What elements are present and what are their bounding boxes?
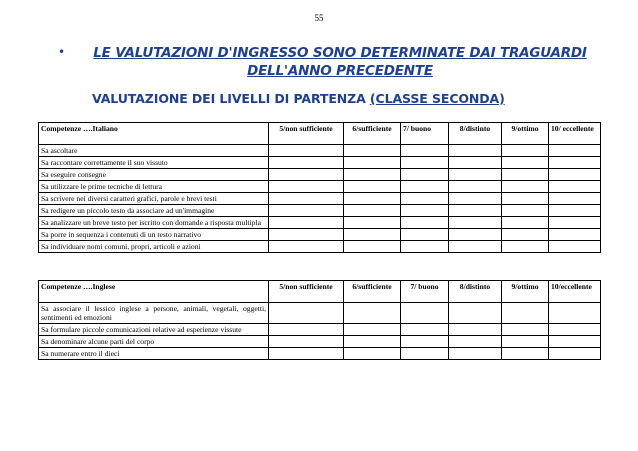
grade-cell[interactable]: [549, 217, 601, 229]
italiano-header-6: 6/sufficiente: [344, 123, 401, 145]
table-row: [39, 348, 601, 360]
inglese-header-9: 9/ottimo: [502, 281, 549, 303]
grade-cell[interactable]: [502, 205, 549, 217]
grade-cell[interactable]: [549, 324, 601, 336]
grade-cell[interactable]: [344, 145, 401, 157]
grade-cell[interactable]: [344, 205, 401, 217]
grade-cell[interactable]: [269, 217, 344, 229]
grade-cell[interactable]: [344, 193, 401, 205]
inglese-header-row: [39, 281, 601, 303]
grade-cell[interactable]: [401, 241, 449, 253]
grade-cell[interactable]: [401, 157, 449, 169]
competenza-cell: Sa analizzare un breve testo per iscritto con domande a risposta multipla: [39, 217, 269, 229]
inglese-header-competenze: Competenze ….Inglese: [39, 281, 269, 303]
grade-cell[interactable]: [401, 348, 449, 360]
competenza-cell: Sa porre in sequenza i contenuti di un testo narrativo: [39, 229, 269, 241]
grade-cell[interactable]: [502, 241, 549, 253]
grade-cell[interactable]: [344, 181, 401, 193]
grade-cell[interactable]: [269, 348, 344, 360]
competenza-cell: Sa redigere un piccolo testo da associare ad un'immagine: [39, 205, 269, 217]
grade-cell[interactable]: [502, 303, 549, 324]
grade-cell[interactable]: [449, 241, 502, 253]
grade-cell[interactable]: [344, 348, 401, 360]
grade-cell[interactable]: [401, 324, 449, 336]
competenza-cell: Sa numerare entro il dieci: [39, 348, 269, 360]
sub-heading: [92, 91, 505, 106]
grade-cell[interactable]: [549, 157, 601, 169]
grade-cell[interactable]: [401, 229, 449, 241]
italiano-header-5: 5/non sufficiente: [269, 123, 344, 145]
grade-cell[interactable]: [269, 193, 344, 205]
italiano-table: [38, 122, 601, 253]
grade-cell[interactable]: [449, 336, 502, 348]
italiano-header-competenze: Competenze ….Italiano: [39, 123, 269, 145]
grade-cell[interactable]: [344, 303, 401, 324]
grade-cell[interactable]: [502, 229, 549, 241]
grade-cell[interactable]: [549, 241, 601, 253]
table-row: [39, 241, 601, 253]
table-row: [39, 157, 601, 169]
table-row: [39, 181, 601, 193]
grade-cell[interactable]: [549, 193, 601, 205]
table-row: [39, 336, 601, 348]
table-row: [39, 193, 601, 205]
grade-cell[interactable]: [401, 193, 449, 205]
grade-cell[interactable]: [269, 157, 344, 169]
italiano-header-row: [39, 123, 601, 145]
grade-cell[interactable]: [401, 336, 449, 348]
grade-cell[interactable]: [449, 205, 502, 217]
page-number: 55: [314, 13, 324, 23]
grade-cell[interactable]: [344, 229, 401, 241]
grade-cell[interactable]: [449, 157, 502, 169]
italiano-header-10: 10/ eccellente: [549, 123, 601, 145]
grade-cell[interactable]: [449, 348, 502, 360]
grade-cell[interactable]: [449, 229, 502, 241]
grade-cell[interactable]: [269, 324, 344, 336]
table-row: [39, 229, 601, 241]
competenza-cell: Sa utilizzare le prime tecniche di lettura: [39, 181, 269, 193]
inglese-header-6: 6/sufficiente: [344, 281, 401, 303]
table-row: [39, 303, 601, 324]
grade-cell[interactable]: [401, 145, 449, 157]
main-heading: LE VALUTAZIONI D'INGRESSO SONO DETERMINATE DAI TRAGUARDI DELL'ANNO PRECEDENTE: [93, 45, 587, 79]
sub-heading-class: (CLASSE SECONDA): [369, 91, 505, 106]
competenza-cell: Sa ascoltare: [39, 145, 269, 157]
grade-cell[interactable]: [344, 336, 401, 348]
grade-cell[interactable]: [269, 181, 344, 193]
grade-cell[interactable]: [549, 336, 601, 348]
inglese-table: [38, 280, 601, 360]
grade-cell[interactable]: [401, 205, 449, 217]
grade-cell[interactable]: [344, 217, 401, 229]
table-row: [39, 169, 601, 181]
competenza-cell: Sa eseguire consegne: [39, 169, 269, 181]
grade-cell[interactable]: [502, 217, 549, 229]
inglese-header-8: 8/distinto: [449, 281, 502, 303]
grade-cell[interactable]: [502, 193, 549, 205]
competenza-cell: Sa individuare nomi comuni, propri, articoli e azioni: [39, 241, 269, 253]
bullet-icon: •: [58, 45, 66, 59]
italiano-header-8: 8/distinto: [449, 123, 502, 145]
competenza-cell: Sa scrivere nei diversi caratteri grafici, parole e brevi testi: [39, 193, 269, 205]
grade-cell[interactable]: [549, 181, 601, 193]
grade-cell[interactable]: [502, 336, 549, 348]
table-row: [39, 145, 601, 157]
grade-cell[interactable]: [344, 169, 401, 181]
grade-cell[interactable]: [549, 348, 601, 360]
italiano-header-9: 9/ottimo: [502, 123, 549, 145]
grade-cell[interactable]: [549, 169, 601, 181]
grade-cell[interactable]: [549, 229, 601, 241]
table-row: [39, 217, 601, 229]
grade-cell[interactable]: [549, 303, 601, 324]
grade-cell[interactable]: [549, 145, 601, 157]
competenza-cell: Sa formulare piccole comunicazioni relative ad esperienze vissute: [39, 324, 269, 336]
grade-cell[interactable]: [269, 229, 344, 241]
grade-cell[interactable]: [502, 324, 549, 336]
grade-cell[interactable]: [344, 241, 401, 253]
grade-cell[interactable]: [502, 348, 549, 360]
grade-cell[interactable]: [344, 157, 401, 169]
inglese-header-5: 5/non sufficiente: [269, 281, 344, 303]
grade-cell[interactable]: [502, 169, 549, 181]
grade-cell[interactable]: [401, 217, 449, 229]
grade-cell[interactable]: [401, 169, 449, 181]
grade-cell[interactable]: [449, 145, 502, 157]
table-row: [39, 205, 601, 217]
grade-cell[interactable]: [502, 145, 549, 157]
sub-heading-text: VALUTAZIONE DEI LIVELLI DI PARTENZA: [92, 91, 370, 106]
competenza-cell: Sa denominare alcune parti del corpo: [39, 336, 269, 348]
grade-cell[interactable]: [449, 303, 502, 324]
grade-cell[interactable]: [449, 169, 502, 181]
grade-cell[interactable]: [269, 336, 344, 348]
grade-cell[interactable]: [502, 181, 549, 193]
grade-cell[interactable]: [401, 303, 449, 324]
grade-cell[interactable]: [269, 169, 344, 181]
table-row: [39, 324, 601, 336]
grade-cell[interactable]: [449, 324, 502, 336]
inglese-header-10: 10/eccellente: [549, 281, 601, 303]
competenza-cell: Sa associare il lessico inglese a persone, animali, vegetali, oggetti, sentimenti ed emozioni: [39, 303, 269, 324]
grade-cell[interactable]: [269, 145, 344, 157]
grade-cell[interactable]: [269, 241, 344, 253]
grade-cell[interactable]: [449, 217, 502, 229]
grade-cell[interactable]: [269, 303, 344, 324]
italiano-header-7: 7/ buono: [401, 123, 449, 145]
grade-cell[interactable]: [269, 205, 344, 217]
grade-cell[interactable]: [344, 324, 401, 336]
grade-cell[interactable]: [401, 181, 449, 193]
grade-cell[interactable]: [449, 193, 502, 205]
grade-cell[interactable]: [549, 205, 601, 217]
inglese-header-7: 7/ buono: [401, 281, 449, 303]
grade-cell[interactable]: [502, 157, 549, 169]
competenza-cell: Sa raccontare correttamente il suo vissuto: [39, 157, 269, 169]
grade-cell[interactable]: [449, 181, 502, 193]
